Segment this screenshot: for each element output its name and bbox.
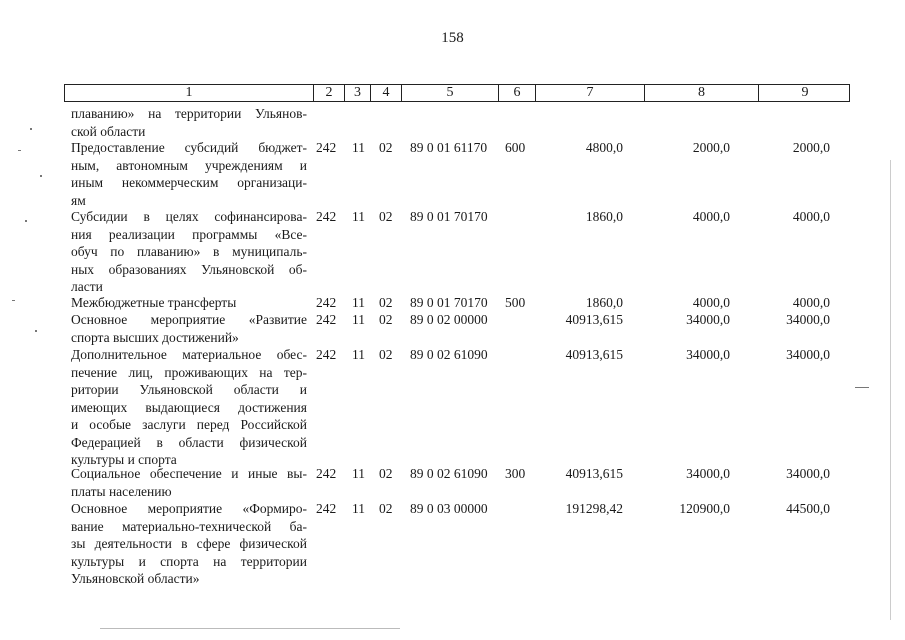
cell-ministry: 242	[316, 466, 337, 481]
cell-amount-7: 40913,615	[565, 466, 623, 481]
scan-speck	[18, 150, 21, 151]
row-name-line: зы деятельности в сфере физической	[71, 536, 307, 551]
cell-subsection: 02	[379, 140, 393, 155]
cell-subsection: 02	[379, 347, 393, 362]
cell-amount-9: 34000,0	[786, 312, 830, 327]
cell-amount-7: 4800,0	[585, 140, 623, 155]
row-name-line: ния реализации программы «Все-	[71, 226, 307, 242]
cell-amount-8: 34000,0	[686, 347, 730, 362]
cell-expense-type: 500	[505, 295, 526, 310]
cell-ministry: 242	[316, 312, 337, 327]
cell-section: 11	[352, 466, 365, 481]
cell-ministry: 242	[316, 347, 337, 362]
cell-section: 11	[352, 140, 365, 155]
row-name	[71, 346, 307, 469]
cell-target-article: 89 0 01 70170	[410, 295, 488, 310]
scan-speck	[855, 387, 869, 388]
cell-amount-8: 34000,0	[686, 312, 730, 327]
header-col-7: 7	[536, 85, 645, 101]
cell-amount-8: 4000,0	[692, 295, 730, 310]
table-header	[64, 84, 850, 102]
cell-section: 11	[352, 501, 365, 516]
cell-section: 11	[352, 209, 365, 224]
row-name-line: ным, автономным учреждениям и	[71, 157, 307, 173]
row-name	[71, 311, 307, 346]
row-name-line: ритории Ульяновской области и	[71, 382, 307, 397]
header-col-4: 4	[371, 85, 402, 101]
cell-amount-7: 191298,42	[565, 501, 623, 516]
cell-target-article: 89 0 03 00000	[410, 501, 488, 516]
scan-bottom-line	[100, 628, 400, 629]
scan-speck	[40, 175, 42, 177]
cell-amount-8: 4000,0	[692, 209, 730, 224]
cell-amount-7: 1860,0	[585, 209, 623, 224]
header-col-9: 9	[801, 85, 809, 100]
cell-amount-8: 2000,0	[692, 140, 730, 155]
cell-ministry: 242	[316, 209, 337, 224]
cell-amount-9: 34000,0	[786, 347, 830, 362]
row-name	[71, 208, 307, 296]
header-col-1: 1	[65, 85, 314, 101]
cell-amount-7: 40913,615	[565, 347, 623, 362]
cell-ministry: 242	[316, 295, 337, 310]
row-name	[71, 139, 307, 209]
cell-expense-type: 300	[505, 466, 526, 481]
scan-speck	[25, 220, 27, 222]
cell-amount-9: 34000,0	[786, 466, 830, 481]
cell-subsection: 02	[379, 466, 393, 481]
cell-section: 11	[352, 312, 365, 327]
cell-amount-9: 2000,0	[792, 140, 830, 155]
row-name-line: ласти	[71, 279, 103, 294]
scan-speck	[12, 300, 15, 301]
row-name-line: и особые заслуги перед Российской	[71, 417, 307, 432]
row-name-line: Дополнительное материальное обес-	[71, 347, 307, 362]
page-number: 158	[441, 30, 464, 46]
cell-amount-7: 40913,615	[565, 312, 623, 327]
header-col-3: 3	[345, 85, 371, 101]
cell-expense-type: 600	[505, 140, 526, 155]
row-name-line: иным некоммерческим организаци-	[71, 175, 307, 190]
cell-subsection: 02	[379, 209, 393, 224]
row-name-line: Субсидии в целях софинансирова-	[71, 209, 307, 224]
row-name	[71, 500, 307, 588]
row-name-line: ных образованиях Ульяновской об-	[71, 261, 307, 277]
row-name-line: культуры и спорта на территории	[71, 553, 307, 569]
cell-section: 11	[352, 347, 365, 362]
cell-target-article: 89 0 02 61090	[410, 347, 488, 362]
row-name-line: Ульяновской области»	[71, 571, 200, 586]
header-col-5: 5	[402, 85, 499, 101]
row-name-line: вание материально-технической ба-	[71, 518, 307, 534]
row-name-line: Основное мероприятие «Формиро-	[71, 501, 307, 516]
scan-speck	[35, 330, 37, 332]
cell-amount-8: 34000,0	[686, 466, 730, 481]
row-name-line: Основное мероприятие «Развитие	[71, 312, 307, 327]
row-name	[71, 465, 307, 500]
cell-section: 11	[352, 295, 365, 310]
cell-subsection: 02	[379, 295, 393, 310]
cell-target-article: 89 0 02 61090	[410, 466, 488, 481]
row-name-line: обуч по плаванию» в муниципаль-	[71, 244, 307, 259]
cell-target-article: 89 0 01 70170	[410, 209, 488, 224]
row-name-line: ям	[71, 192, 86, 208]
scan-edge-line	[890, 160, 891, 620]
scan-speck	[30, 128, 32, 130]
cell-ministry: 242	[316, 140, 337, 155]
row-name-line: Социальное обеспечение и иные вы-	[71, 466, 307, 481]
row-name-line: Федерацией в области физической	[71, 434, 307, 450]
header-col-2: 2	[314, 85, 345, 101]
row-name-line: имеющих выдающиеся достижения	[71, 399, 307, 415]
cell-target-article: 89 0 02 00000	[410, 312, 488, 327]
row-name-line: спорта высших достижений»	[71, 329, 239, 345]
header-col-6: 6	[499, 85, 536, 101]
row-name-line: культуры и спорта	[71, 452, 177, 467]
cell-amount-7: 1860,0	[585, 295, 623, 310]
row-name-line: ской области	[71, 123, 146, 139]
cell-amount-9: 4000,0	[792, 295, 830, 310]
cell-ministry: 242	[316, 501, 337, 516]
cell-subsection: 02	[379, 312, 393, 327]
header-col-8: 8	[645, 85, 759, 101]
cell-subsection: 02	[379, 501, 393, 516]
row-name	[71, 105, 307, 140]
cell-amount-9: 4000,0	[792, 209, 830, 224]
row-name	[71, 294, 307, 312]
row-name-line: Предоставление субсидий бюджет-	[71, 140, 307, 155]
cell-amount-8: 120900,0	[679, 501, 730, 516]
row-name-line: Межбюджетные трансферты	[71, 295, 237, 310]
cell-amount-9: 44500,0	[786, 501, 830, 516]
row-name-line: плаванию» на территории Ульянов-	[71, 106, 307, 121]
row-name-line: печение лиц, проживающих на тер-	[71, 364, 307, 380]
cell-target-article: 89 0 01 61170	[410, 140, 488, 155]
row-name-line: платы населению	[71, 483, 172, 499]
